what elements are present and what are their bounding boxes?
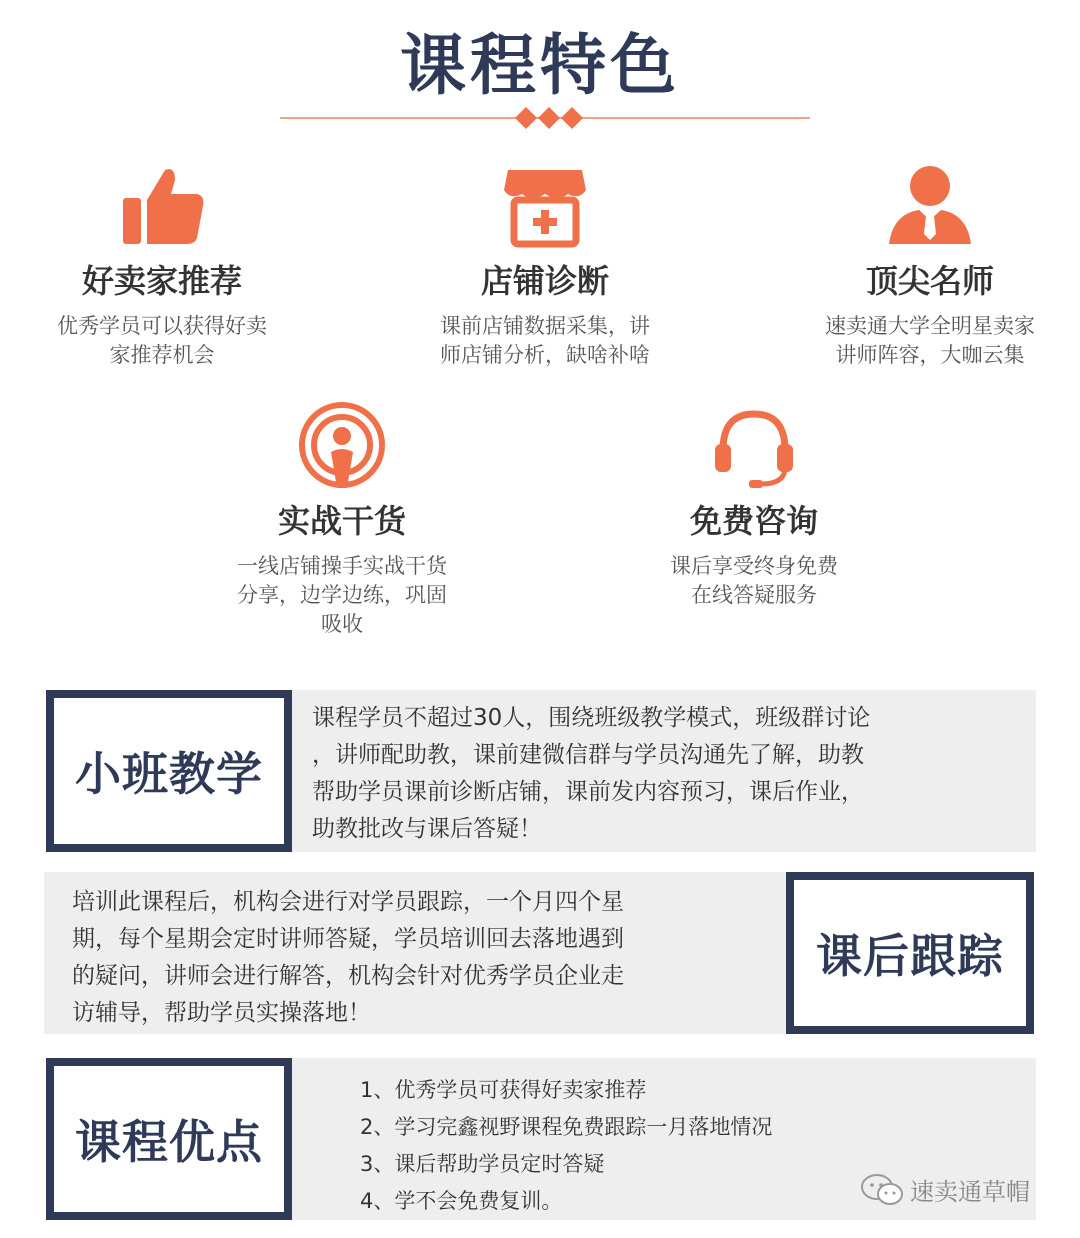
feature-title: 免费咨询 [689, 502, 818, 540]
feature-practical [192, 400, 492, 639]
diamond-icon [561, 107, 583, 129]
broadcast-icon [297, 400, 387, 490]
feature-title: 顶尖名师 [865, 262, 994, 300]
feature-title: 店铺诊断 [480, 262, 609, 300]
feature-desc: 课前店铺数据采集，讲 师店铺分析，缺啥补啥 [440, 314, 650, 367]
thumbs-up-icon [117, 160, 207, 250]
feature-title: 好卖家推荐 [81, 262, 242, 300]
list-item: 2、学习完鑫视野课程免费跟踪一月落地情况 [360, 1115, 773, 1139]
watermark [860, 1172, 1030, 1207]
list-item: 4、学不会免费复训。 [360, 1189, 563, 1213]
feature-desc: 速卖通大学全明星卖家 讲师阵容，大咖云集 [825, 314, 1035, 367]
list-item: 1、优秀学员可获得好卖家推荐 [360, 1078, 647, 1102]
list-item: 3、课后帮助学员定时答疑 [360, 1152, 605, 1176]
watermark-text: 速卖通草帽 [910, 1178, 1030, 1206]
feature-desc: 优秀学员可以获得好卖 家推荐机会 [57, 314, 267, 367]
title-divider [280, 104, 810, 132]
teacher-icon [885, 160, 975, 250]
diamond-icon [515, 107, 537, 129]
headset-icon [709, 400, 799, 490]
feature-good-seller [12, 160, 312, 370]
followup-label: 课后跟踪 [786, 872, 1034, 1034]
small-class-text: 课程学员不超过30人，围绕班级教学模式，班级群讨论 ，讲师配助教，课前建微信群与学员沟通先了解，助教 帮助学员课前诊断店铺，课前发内容预习，课后作业， 助教批改与课后答疑！ [312, 705, 871, 842]
advantages-label: 课程优点 [46, 1058, 292, 1220]
page-title: 课程特色 [400, 27, 680, 104]
feature-desc: 一线店铺操手实战干货 分享，边学边练，巩固 吸收 [237, 554, 447, 636]
feature-free-consult [604, 400, 904, 610]
feature-top-teacher [780, 160, 1080, 370]
wechat-icon [860, 1173, 904, 1207]
small-class-label: 小班教学 [46, 690, 292, 852]
shop-icon [500, 160, 590, 250]
feature-title: 实战干货 [277, 502, 406, 540]
diamond-icon [538, 107, 560, 129]
feature-shop-diagnosis [395, 160, 695, 370]
feature-desc: 课后享受终身免费 在线答疑服务 [670, 554, 838, 607]
followup-text: 培训此课程后，机构会进行对学员跟踪，一个月四个星 期，每个星期会定时讲师答疑，学员培训回去落地遇到 的疑问，讲师会进行解答，机构会针对优秀学员企业走 访辅导，帮助学员实操落地！ [72, 889, 624, 1026]
